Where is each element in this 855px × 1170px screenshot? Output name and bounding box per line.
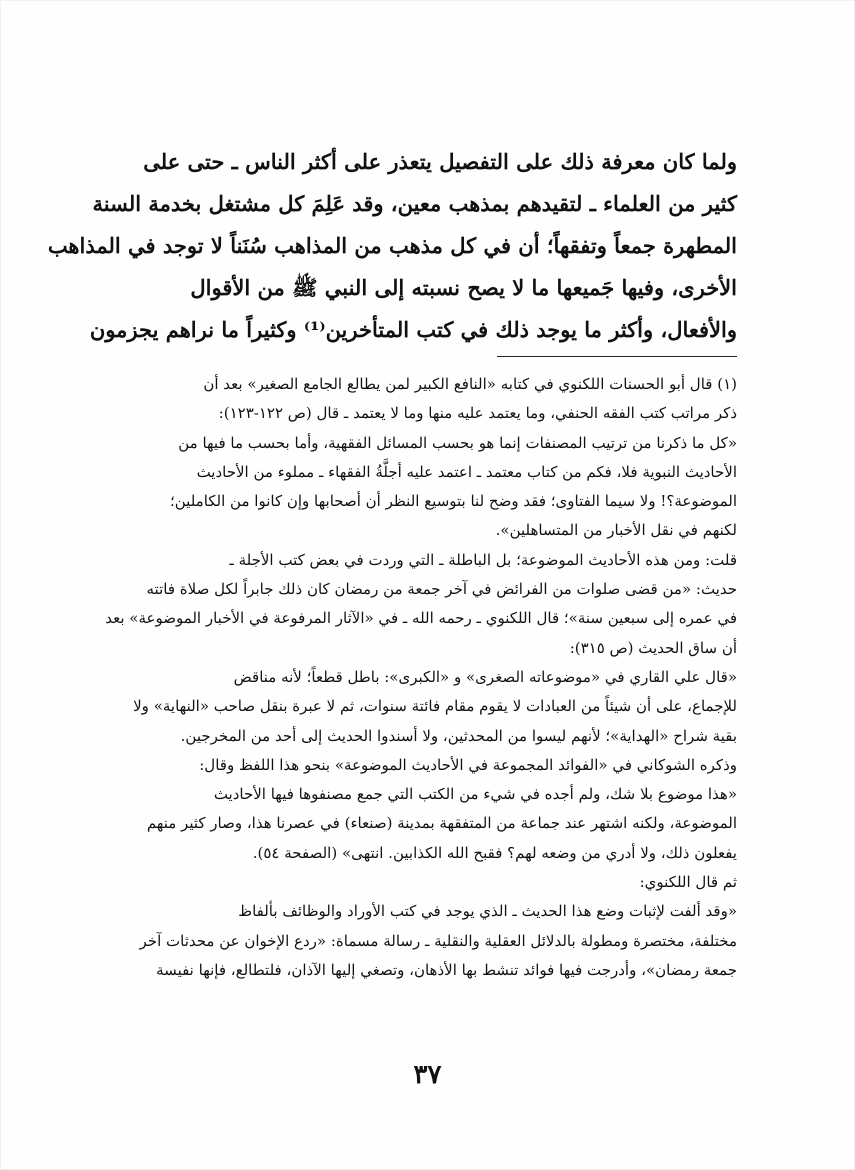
footnote-line: (١) قال أبو الحسنات اللكنوي في كتابه «النافع الكبير لمن يطالع الجامع الصغير» بعد أن: [203, 375, 737, 393]
footnote-line: «كل ما ذكرنا من ترتيب المصنفات إنما هو بحسب المسائل الفقهية، وأما بحسب ما فيها من: [178, 433, 737, 452]
footnote-line: الموضوعة؟! ولا سيما الفتاوى؛ فقد وضح لنا بتوسيع النظر أن أصحابها وإن كانوا من الكاملين؛: [169, 492, 737, 511]
footnote-line: جمعة رمضان»، وأدرجت فيها فوائد تنشط بها الأذهان، وتصغي إليها الآذان، فلتطالع، فإنها نفيسة: [156, 960, 737, 979]
footnote-line: قلت: ومن هذه الأحاديث الموضوعة؛ بل الباطلة ـ التي وردت في بعض كتب الأجلة ـ: [229, 550, 737, 569]
main-text-line: المطهرة جمعاً وتفقهاً؛ أن في كل مذهب من المذاهب سُنَناً لا توجد في المذاهب: [47, 233, 737, 258]
footnotes: [105, 370, 737, 985]
footnote-line: «وقد ألفت لإثبات وضع هذا الحديث ـ الذي يوجد في كتب الأوراد والوظائف بألفاظ: [238, 902, 737, 921]
main-text: [47, 141, 737, 351]
footnote-line: مختلفة، مختصرة ومطولة بالدلائل العقلية والنقلية ـ رسالة مسماة: «ردع الإخوان عن محدثات آخر: [139, 931, 737, 950]
footnote-line: الموضوعة، ولكنه اشتهر عند جماعة من المتفقهة بمدينة (صنعاء) في عصرنا هذا، وصار كثير منهم: [146, 814, 737, 833]
main-text-line: الأخرى، وفيها جَميعها ما لا يصح نسبته إلى النبي ﷺ من الأقوال: [190, 275, 737, 300]
footnote-separator: [497, 356, 737, 357]
main-text-line: ولما كان معرفة ذلك على التفصيل يتعذر على أكثر الناس ـ حتى على: [143, 149, 737, 174]
footnote-line: لكنهم في نقل الأخبار من المتساهلين».: [495, 521, 737, 540]
footnote-line: يفعلون ذلك، ولا أدري من وضعه لهم؟ فقبح الله الكذابين. انتهى» (الصفحة ٥٤).: [252, 843, 737, 862]
footnote-line: الأحاديث النبوية فلا، فكم من كتاب معتمد ـ اعتمد عليه أجلَّةُ الفقهاء ـ مملوء من الأحاديث: [196, 462, 737, 481]
footnote-line: بقية شراح «الهداية»؛ لأنهم ليسوا من المحدثين، ولا أسندوا الحديث إلى أحد من المخرجين.: [180, 726, 737, 745]
footnote-line: ثم قال اللكنوي:: [639, 873, 737, 892]
main-text-line: والأفعال، وأكثر ما يوجد ذلك في كتب المتأخرين⁽¹⁾ وكثيراً ما نراهم يجزمون: [89, 317, 737, 342]
footnote-line: حديث: «من قضى صلوات من الفرائض في آخر جمعة من رمضان كان ذلك جابراً لكل صلاة فاتته: [146, 580, 737, 599]
footnote-line: للإجماع، على أن شيئاً من العبادات لا يقوم مقام فائتة سنوات، ثم لا عبرة بنقل صاحب «النهاية» ولا: [133, 697, 737, 716]
footnote-line: «هذا موضوع بلا شك، ولم أجده في شيء من الكتب التي جمع مصنفوها فيها الأحاديث: [213, 785, 737, 804]
page-number: ٣٧: [413, 1060, 442, 1090]
footnote-line: أن ساق الحديث (ص ٣١٥):: [569, 638, 737, 657]
footnote-line: «قال علي القاري في «موضوعاته الصغرى» و «الكبرى»: باطل قطعاً؛ لأنه مناقض: [233, 667, 737, 686]
footnote-line: ذكر مراتب كتب الفقه الحنفي، وما يعتمد عليه منها وما لا يعتمد ـ قال (ص ١٢٢-١٢٣):: [218, 404, 737, 423]
main-text-line: كثير من العلماء ـ لتقيدهم بمذهب معين، وقد عَلِمَ كل مشتغل بخدمة السنة: [92, 191, 737, 216]
footnote-line: في عمره إلى سبعين سنة»؛ قال اللكنوي ـ رحمه الله ـ في «الآثار المرفوعة في الأخبار الموضوعة» بعد: [105, 609, 737, 628]
footnote-line: وذكره الشوكاني في «الفوائد المجموعة في الأحاديث الموضوعة» بنحو هذا اللفظ وقال:: [199, 755, 737, 774]
